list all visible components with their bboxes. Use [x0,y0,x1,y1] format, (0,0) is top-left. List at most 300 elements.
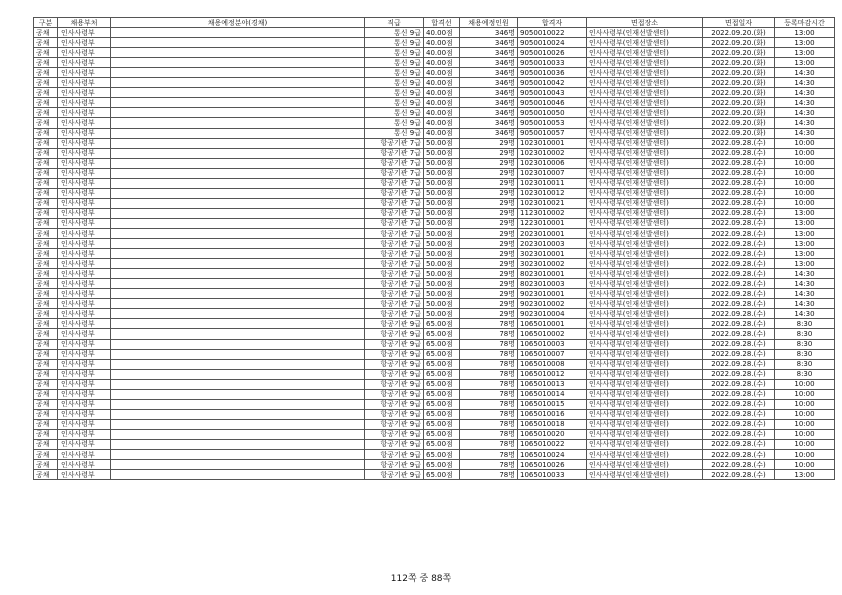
table-row [34,68,835,78]
applicant-table [33,17,835,480]
cell-interview-date: 2022.09.20.(화) [703,118,775,128]
cell-interview-place: 인사사령부(인재선발센터) [587,198,703,208]
cell-field [111,108,365,118]
cell-field [111,279,365,289]
cell-applicant-id: 1023010001 [518,138,587,148]
cell-quota: 346명 [460,128,518,138]
cell-quota: 29명 [460,309,518,319]
cell-cutoff: 65.00점 [424,429,460,439]
cell-interview-place: 인사사령부(인재선발센터) [587,339,703,349]
cell-quota: 29명 [460,218,518,228]
cell-field [111,309,365,319]
cell-deadline: 14:30 [775,309,835,319]
cell-category: 공채 [34,470,58,480]
cell-grade: 항공기관 7급 [365,289,424,299]
cell-interview-place: 인사사령부(인재선발센터) [587,389,703,399]
cell-cutoff: 65.00점 [424,379,460,389]
cell-department: 인사사령부 [58,279,111,289]
cell-interview-date: 2022.09.28.(수) [703,460,775,470]
cell-quota: 29명 [460,188,518,198]
cell-interview-date: 2022.09.20.(화) [703,28,775,38]
cell-field [111,349,365,359]
cell-interview-date: 2022.09.28.(수) [703,158,775,168]
cell-cutoff: 50.00점 [424,228,460,238]
cell-interview-place: 인사사령부(인재선발센터) [587,78,703,88]
cell-quota: 29명 [460,249,518,259]
cell-applicant-id: 9023010004 [518,309,587,319]
cell-interview-date: 2022.09.28.(수) [703,218,775,228]
cell-applicant-id: 1065010013 [518,379,587,389]
cell-cutoff: 50.00점 [424,299,460,309]
cell-grade: 항공기관 9급 [365,409,424,419]
cell-field [111,48,365,58]
cell-department: 인사사령부 [58,118,111,128]
cell-category: 공채 [34,409,58,419]
cell-applicant-id: 1223010001 [518,218,587,228]
table-body [34,28,835,480]
cell-field [111,319,365,329]
cell-quota: 346명 [460,68,518,78]
cell-interview-date: 2022.09.28.(수) [703,289,775,299]
cell-interview-place: 인사사령부(인재선발센터) [587,38,703,48]
cell-deadline: 8:30 [775,369,835,379]
cell-category: 공채 [34,68,58,78]
cell-applicant-id: 1065010007 [518,349,587,359]
cell-grade: 항공기관 9급 [365,329,424,339]
cell-interview-date: 2022.09.28.(수) [703,299,775,309]
cell-deadline: 13:00 [775,38,835,48]
cell-interview-date: 2022.09.28.(수) [703,228,775,238]
cell-interview-date: 2022.09.28.(수) [703,389,775,399]
cell-deadline: 10:00 [775,158,835,168]
cell-category: 공채 [34,299,58,309]
cell-category: 공채 [34,118,58,128]
cell-interview-date: 2022.09.28.(수) [703,349,775,359]
cell-field [111,218,365,228]
table-row [34,279,835,289]
cell-interview-place: 인사사령부(인재선발센터) [587,289,703,299]
cell-department: 인사사령부 [58,349,111,359]
cell-interview-place: 인사사령부(인재선발센터) [587,208,703,218]
table-row [34,429,835,439]
cell-category: 공채 [34,58,58,68]
cell-department: 인사사령부 [58,58,111,68]
cell-category: 공채 [34,178,58,188]
cell-applicant-id: 1065010024 [518,450,587,460]
cell-interview-date: 2022.09.28.(수) [703,178,775,188]
cell-category: 공채 [34,460,58,470]
cell-interview-place: 인사사령부(인재선발센터) [587,359,703,369]
cell-category: 공채 [34,28,58,38]
table-row [34,228,835,238]
cell-interview-place: 인사사령부(인재선발센터) [587,279,703,289]
cell-quota: 29명 [460,208,518,218]
cell-cutoff: 40.00점 [424,108,460,118]
cell-deadline: 10:00 [775,389,835,399]
cell-grade: 항공기관 7급 [365,178,424,188]
cell-category: 공채 [34,158,58,168]
cell-cutoff: 50.00점 [424,249,460,259]
cell-field [111,188,365,198]
cell-quota: 346명 [460,118,518,128]
cell-field [111,399,365,409]
cell-field [111,68,365,78]
cell-interview-place: 인사사령부(인재선발센터) [587,98,703,108]
cell-cutoff: 40.00점 [424,98,460,108]
cell-interview-place: 인사사령부(인재선발센터) [587,379,703,389]
table-row [34,299,835,309]
cell-field [111,239,365,249]
cell-department: 인사사령부 [58,299,111,309]
cell-interview-place: 인사사령부(인재선발센터) [587,158,703,168]
cell-department: 인사사령부 [58,178,111,188]
cell-quota: 78명 [460,429,518,439]
cell-interview-place: 인사사령부(인재선발센터) [587,439,703,449]
cell-department: 인사사령부 [58,289,111,299]
cell-field [111,168,365,178]
cell-department: 인사사령부 [58,369,111,379]
cell-department: 인사사령부 [58,138,111,148]
cell-department: 인사사령부 [58,259,111,269]
cell-cutoff: 65.00점 [424,409,460,419]
cell-quota: 29명 [460,158,518,168]
cell-applicant-id: 1023010007 [518,168,587,178]
cell-category: 공채 [34,289,58,299]
cell-interview-place: 인사사령부(인재선발센터) [587,68,703,78]
cell-department: 인사사령부 [58,239,111,249]
cell-deadline: 13:00 [775,259,835,269]
cell-interview-date: 2022.09.28.(수) [703,329,775,339]
cell-category: 공채 [34,108,58,118]
cell-interview-date: 2022.09.28.(수) [703,470,775,480]
cell-deadline: 13:00 [775,249,835,259]
cell-quota: 29명 [460,299,518,309]
cell-applicant-id: 9050010026 [518,48,587,58]
cell-applicant-id: 1065010016 [518,409,587,419]
cell-deadline: 10:00 [775,439,835,449]
table-row [34,108,835,118]
cell-category: 공채 [34,349,58,359]
cell-category: 공채 [34,88,58,98]
cell-field [111,118,365,128]
cell-interview-date: 2022.09.28.(수) [703,208,775,218]
cell-deadline: 10:00 [775,148,835,158]
cell-deadline: 13:00 [775,48,835,58]
table-row [34,128,835,138]
cell-interview-date: 2022.09.20.(화) [703,108,775,118]
cell-quota: 29명 [460,228,518,238]
table-row [34,138,835,148]
cell-interview-place: 인사사령부(인재선발센터) [587,148,703,158]
cell-quota: 78명 [460,439,518,449]
cell-deadline: 8:30 [775,359,835,369]
cell-deadline: 8:30 [775,349,835,359]
cell-grade: 항공기관 9급 [365,470,424,480]
table-row [34,460,835,470]
cell-quota: 78명 [460,329,518,339]
cell-applicant-id: 2023010003 [518,239,587,249]
cell-field [111,359,365,369]
cell-grade: 항공기관 7급 [365,168,424,178]
cell-deadline: 14:30 [775,108,835,118]
cell-interview-date: 2022.09.28.(수) [703,198,775,208]
cell-department: 인사사령부 [58,228,111,238]
cell-department: 인사사령부 [58,450,111,460]
table-row [34,28,835,38]
header-deadline: 등록마감시간 [775,18,835,28]
cell-interview-date: 2022.09.20.(화) [703,128,775,138]
cell-category: 공채 [34,339,58,349]
cell-field [111,249,365,259]
cell-deadline: 10:00 [775,460,835,470]
cell-field [111,409,365,419]
cell-quota: 78명 [460,460,518,470]
cell-deadline: 8:30 [775,339,835,349]
cell-interview-date: 2022.09.28.(수) [703,138,775,148]
cell-field [111,208,365,218]
cell-category: 공채 [34,188,58,198]
cell-cutoff: 65.00점 [424,349,460,359]
cell-deadline: 14:30 [775,289,835,299]
cell-cutoff: 50.00점 [424,168,460,178]
cell-interview-place: 인사사령부(인재선발센터) [587,450,703,460]
cell-quota: 346명 [460,28,518,38]
cell-interview-date: 2022.09.20.(화) [703,98,775,108]
cell-deadline: 14:30 [775,88,835,98]
table-row [34,178,835,188]
cell-quota: 78명 [460,359,518,369]
cell-category: 공채 [34,138,58,148]
cell-category: 공채 [34,78,58,88]
cell-grade: 항공기관 7급 [365,239,424,249]
cell-applicant-id: 1023010021 [518,198,587,208]
cell-cutoff: 65.00점 [424,359,460,369]
cell-category: 공채 [34,128,58,138]
cell-department: 인사사령부 [58,188,111,198]
cell-interview-place: 인사사령부(인재선발센터) [587,138,703,148]
cell-field [111,450,365,460]
table-row [34,188,835,198]
cell-deadline: 13:00 [775,58,835,68]
cell-cutoff: 50.00점 [424,138,460,148]
cell-grade: 항공기관 9급 [365,450,424,460]
cell-quota: 346명 [460,108,518,118]
cell-grade: 통신 9급 [365,48,424,58]
cell-applicant-id: 3023010002 [518,259,587,269]
cell-field [111,198,365,208]
cell-interview-place: 인사사령부(인재선발센터) [587,429,703,439]
table-row [34,48,835,58]
cell-cutoff: 40.00점 [424,28,460,38]
cell-interview-place: 인사사령부(인재선발센터) [587,108,703,118]
cell-deadline: 13:00 [775,470,835,480]
cell-field [111,369,365,379]
cell-applicant-id: 1023010006 [518,158,587,168]
cell-deadline: 13:00 [775,28,835,38]
cell-quota: 346명 [460,98,518,108]
cell-department: 인사사령부 [58,28,111,38]
cell-field [111,58,365,68]
table-row [34,158,835,168]
cell-category: 공채 [34,329,58,339]
cell-category: 공채 [34,148,58,158]
cell-deadline: 10:00 [775,419,835,429]
cell-interview-date: 2022.09.28.(수) [703,409,775,419]
cell-quota: 78명 [460,470,518,480]
cell-field [111,289,365,299]
cell-deadline: 14:30 [775,68,835,78]
cell-interview-date: 2022.09.28.(수) [703,309,775,319]
cell-interview-date: 2022.09.28.(수) [703,429,775,439]
cell-interview-place: 인사사령부(인재선발센터) [587,329,703,339]
cell-department: 인사사령부 [58,429,111,439]
header-applicant-id: 합격자 [518,18,587,28]
cell-deadline: 10:00 [775,379,835,389]
cell-field [111,460,365,470]
cell-applicant-id: 1065010022 [518,439,587,449]
cell-quota: 29명 [460,269,518,279]
cell-category: 공채 [34,269,58,279]
cell-field [111,128,365,138]
cell-category: 공채 [34,249,58,259]
cell-cutoff: 50.00점 [424,259,460,269]
cell-interview-place: 인사사령부(인재선발센터) [587,460,703,470]
cell-grade: 항공기관 7급 [365,309,424,319]
cell-category: 공채 [34,379,58,389]
cell-deadline: 14:30 [775,118,835,128]
cell-deadline: 13:00 [775,208,835,218]
cell-grade: 통신 9급 [365,68,424,78]
cell-interview-place: 인사사령부(인재선발센터) [587,88,703,98]
table-row [34,118,835,128]
cell-grade: 통신 9급 [365,88,424,98]
cell-applicant-id: 3023010001 [518,249,587,259]
cell-interview-place: 인사사령부(인재선발센터) [587,128,703,138]
cell-category: 공채 [34,279,58,289]
cell-cutoff: 40.00점 [424,88,460,98]
cell-deadline: 8:30 [775,329,835,339]
cell-quota: 29명 [460,178,518,188]
table-row [34,399,835,409]
cell-grade: 통신 9급 [365,118,424,128]
cell-interview-place: 인사사령부(인재선발센터) [587,188,703,198]
cell-deadline: 13:00 [775,228,835,238]
cell-interview-place: 인사사령부(인재선발센터) [587,48,703,58]
cell-cutoff: 50.00점 [424,148,460,158]
cell-cutoff: 40.00점 [424,118,460,128]
cell-field [111,419,365,429]
cell-deadline: 14:30 [775,98,835,108]
cell-field [111,259,365,269]
cell-category: 공채 [34,429,58,439]
cell-interview-date: 2022.09.28.(수) [703,379,775,389]
cell-interview-date: 2022.09.28.(수) [703,168,775,178]
cell-grade: 항공기관 9급 [365,319,424,329]
cell-department: 인사사령부 [58,48,111,58]
table-row [34,319,835,329]
cell-deadline: 10:00 [775,429,835,439]
cell-interview-date: 2022.09.28.(수) [703,369,775,379]
table-row [34,379,835,389]
table-row [34,88,835,98]
cell-applicant-id: 9050010024 [518,38,587,48]
cell-interview-date: 2022.09.28.(수) [703,450,775,460]
cell-field [111,78,365,88]
cell-interview-place: 인사사령부(인재선발센터) [587,28,703,38]
cell-field [111,429,365,439]
cell-cutoff: 50.00점 [424,269,460,279]
cell-quota: 346명 [460,58,518,68]
table-row [34,339,835,349]
cell-department: 인사사령부 [58,409,111,419]
cell-grade: 항공기관 9급 [365,419,424,429]
cell-field [111,98,365,108]
cell-department: 인사사령부 [58,78,111,88]
cell-deadline: 14:30 [775,269,835,279]
cell-applicant-id: 9050010033 [518,58,587,68]
cell-category: 공채 [34,369,58,379]
cell-applicant-id: 1065010033 [518,470,587,480]
cell-interview-place: 인사사령부(인재선발센터) [587,399,703,409]
cell-interview-date: 2022.09.20.(화) [703,38,775,48]
cell-applicant-id: 1065010001 [518,319,587,329]
cell-department: 인사사령부 [58,329,111,339]
cell-applicant-id: 9050010046 [518,98,587,108]
header-interview-place: 면접장소 [587,18,703,28]
cell-interview-place: 인사사령부(인재선발센터) [587,178,703,188]
cell-deadline: 10:00 [775,168,835,178]
cell-category: 공채 [34,228,58,238]
cell-cutoff: 40.00점 [424,78,460,88]
cell-cutoff: 65.00점 [424,339,460,349]
cell-quota: 29명 [460,198,518,208]
cell-applicant-id: 1023010002 [518,148,587,158]
cell-cutoff: 50.00점 [424,289,460,299]
cell-interview-date: 2022.09.28.(수) [703,319,775,329]
cell-cutoff: 65.00점 [424,460,460,470]
cell-grade: 항공기관 9급 [365,429,424,439]
page-number: 112쪽 중 88쪽 [390,574,452,584]
table-row [34,198,835,208]
cell-interview-place: 인사사령부(인재선발센터) [587,168,703,178]
cell-applicant-id: 1065010008 [518,359,587,369]
cell-interview-date: 2022.09.20.(화) [703,68,775,78]
cell-grade: 항공기관 7급 [365,148,424,158]
cell-cutoff: 50.00점 [424,208,460,218]
cell-category: 공채 [34,259,58,269]
table-row [34,259,835,269]
cell-interview-place: 인사사령부(인재선발센터) [587,409,703,419]
cell-deadline: 10:00 [775,178,835,188]
cell-interview-date: 2022.09.28.(수) [703,259,775,269]
cell-interview-place: 인사사령부(인재선발센터) [587,349,703,359]
cell-grade: 통신 9급 [365,58,424,68]
cell-department: 인사사령부 [58,168,111,178]
cell-quota: 346명 [460,88,518,98]
cell-cutoff: 40.00점 [424,68,460,78]
cell-applicant-id: 9050010022 [518,28,587,38]
cell-department: 인사사령부 [58,148,111,158]
cell-grade: 통신 9급 [365,38,424,48]
cell-category: 공채 [34,218,58,228]
cell-applicant-id: 9023010001 [518,289,587,299]
cell-grade: 항공기관 7급 [365,158,424,168]
cell-cutoff: 50.00점 [424,309,460,319]
table-row [34,218,835,228]
cell-quota: 78명 [460,319,518,329]
cell-quota: 78명 [460,349,518,359]
cell-department: 인사사령부 [58,128,111,138]
